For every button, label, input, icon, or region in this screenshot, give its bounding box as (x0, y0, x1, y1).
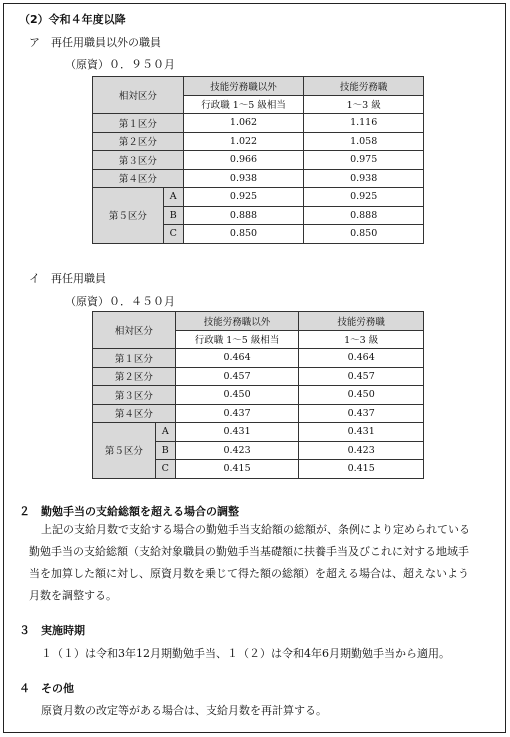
cell-value: 0.925 (183, 188, 304, 207)
table-corner: 相対区分 (93, 77, 184, 114)
cell-value: 0.423 (299, 441, 424, 460)
group-label: 第５区分 (93, 423, 156, 479)
table-row (93, 114, 424, 133)
col-header: 技能労務職以外 (175, 312, 299, 331)
allowance-table-i (92, 311, 424, 479)
cell-value: 0.966 (183, 151, 304, 170)
cell-value: 0.450 (299, 386, 424, 405)
subsection-title-a: ア 再任用職員以外の職員 (29, 36, 161, 49)
cell-value: 0.938 (183, 169, 304, 188)
cell-value: 0.975 (304, 151, 424, 170)
cell-value: 0.431 (299, 423, 424, 442)
row-label: 第３区分 (93, 386, 176, 405)
cell-value: 0.888 (304, 206, 424, 225)
table-row (93, 386, 424, 405)
col-subheader: 1～3 級 (299, 330, 424, 349)
row-label: 第１区分 (93, 349, 176, 368)
allowance-table-a (92, 76, 424, 244)
cell-value: 0.850 (183, 225, 304, 244)
cell-value: 0.925 (304, 188, 424, 207)
table-row (93, 169, 424, 188)
cell-value: 0.415 (175, 460, 299, 479)
base-months-a: （原資）０．９５０月 (65, 58, 175, 71)
table-row (93, 367, 424, 386)
section-heading-timing: ３ 実施時期 (19, 624, 85, 637)
section-heading-other: ４ その他 (19, 682, 74, 695)
paragraph-line: 月数を調整する。 (29, 589, 117, 602)
cell-value: 0.464 (299, 349, 424, 368)
adjust-paragraph (29, 519, 471, 607)
col-subheader: 行政職 1～5 級相当 (183, 95, 304, 114)
other-text: 原資月数の改定等がある場合は、支給月数を再計算する。 (41, 704, 327, 717)
cell-value: 0.457 (299, 367, 424, 386)
cell-value: 0.431 (175, 423, 299, 442)
row-label: 第２区分 (93, 132, 184, 151)
cell-value: 0.464 (175, 349, 299, 368)
table-row (93, 404, 424, 423)
cell-value: 1.022 (183, 132, 304, 151)
paragraph-line: 勤勉手当の支給総額（支給対象職員の勤勉手当基礎額に扶養手当及びこれに対する地域手 (29, 545, 469, 558)
row-label: 第４区分 (93, 169, 184, 188)
table-corner: 相対区分 (93, 312, 176, 349)
sub-label: A (163, 188, 183, 207)
section-heading-adjust: ２ 勤勉手当の支給総額を超える場合の調整 (19, 505, 239, 518)
cell-value: 0.450 (175, 386, 299, 405)
cell-value: 1.116 (304, 114, 424, 133)
table-row (93, 349, 424, 368)
sub-label: B (155, 441, 175, 460)
col-header: 技能労務職 (299, 312, 424, 331)
section-heading-2: （2）令和４年度以降 (19, 13, 126, 26)
subsection-title-i: イ 再任用職員 (29, 272, 106, 285)
row-label: 第１区分 (93, 114, 184, 133)
row-label: 第２区分 (93, 367, 176, 386)
col-subheader: 1～3 級 (304, 95, 424, 114)
cell-value: 0.437 (175, 404, 299, 423)
row-label: 第３区分 (93, 151, 184, 170)
sub-label: A (155, 423, 175, 442)
table-row (93, 132, 424, 151)
cell-value: 0.850 (304, 225, 424, 244)
sub-label: C (163, 225, 183, 244)
row-label: 第４区分 (93, 404, 176, 423)
cell-value: 0.415 (299, 460, 424, 479)
col-header: 技能労務職以外 (183, 77, 304, 96)
sub-label: B (163, 206, 183, 225)
timing-text: １（１）は令和3年12月期勤勉手当、１（２）は令和4年6月期勤勉手当から適用。 (41, 647, 450, 660)
paragraph-line: 上記の支給月数で支給する場合の勤勉手当支給額の総額が、条例により定められている (41, 523, 470, 536)
paragraph-line: 当を加算した額に対し、原資月数を乗じて得た額の総額）を超える場合は、超えないよう (29, 567, 469, 580)
cell-value: 0.457 (175, 367, 299, 386)
cell-value: 0.437 (299, 404, 424, 423)
sub-label: C (155, 460, 175, 479)
base-months-i: （原資）０．４５０月 (65, 295, 175, 308)
cell-value: 0.938 (304, 169, 424, 188)
cell-value: 0.888 (183, 206, 304, 225)
table-row (93, 151, 424, 170)
col-header: 技能労務職 (304, 77, 424, 96)
cell-value: 0.423 (175, 441, 299, 460)
group-label: 第５区分 (93, 188, 164, 244)
cell-value: 1.062 (183, 114, 304, 133)
col-subheader: 行政職 1～5 級相当 (175, 330, 299, 349)
table-row (93, 423, 424, 442)
table-row (93, 188, 424, 207)
cell-value: 1.058 (304, 132, 424, 151)
